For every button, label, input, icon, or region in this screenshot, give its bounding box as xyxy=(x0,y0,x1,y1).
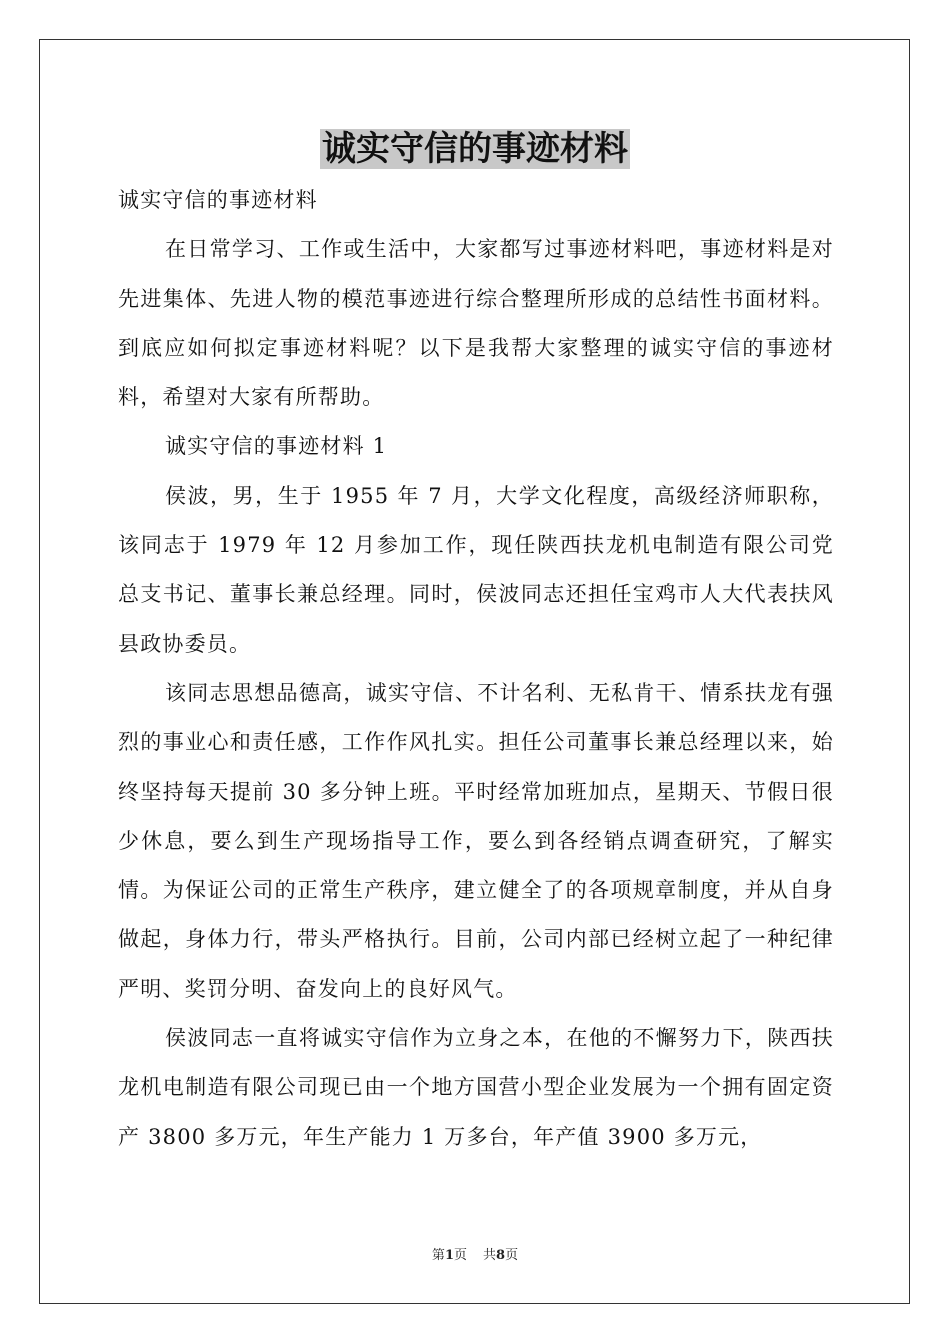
page-suffix: 页 xyxy=(453,1248,467,1263)
total-prefix: 共 xyxy=(483,1248,497,1263)
paragraph-achievement: 侯波同志一直将诚实守信作为立身之本，在他的不懈努力下，陕西扶龙机电制造有限公司现已由一个地方国营小型企业发展为一个拥有固定资产 3800 多万元，年生产能力 1 万多台，年产值 3900 多万元， xyxy=(118,1026,834,1149)
total-suffix: 页 xyxy=(505,1248,519,1263)
paragraph-subtitle: 诚实守信的事迹材料 xyxy=(118,188,318,212)
section-heading: 诚实守信的事迹材料 1 xyxy=(165,434,388,459)
paragraph-biography: 侯波，男，生于 1955 年 7 月，大学文化程度，高级经济师职称，该同志于 1979 年 12 月参加工作，现任陕西扶龙机电制造有限公司党总支书记、董事长兼总经理。同时，侯波同志还担任宝鸡市人大代表扶风县政协委员。 xyxy=(118,483,834,656)
page-number: 1 xyxy=(444,1248,454,1263)
paragraph-intro: 在日常学习、工作或生活中，大家都写过事迹材料吧，事迹材料是对先进集体、先进人物的模范事迹进行综合整理所形成的总结性书面材料。到底应如何拟定事迹材料呢？以下是我帮大家整理的诚实守信的事迹材料，希望对大家有所帮助。 xyxy=(118,237,834,410)
document-title-text: 诚实守信的事迹材料 xyxy=(322,129,628,169)
document-title xyxy=(0,124,950,174)
page-prefix: 第 xyxy=(431,1248,445,1263)
paragraph-character: 该同志思想品德高，诚实守信、不计名利、无私肯干、情系扶龙有强烈的事业心和责任感，工作作风扎实。担任公司董事长兼总经理以来，始终坚持每天提前 30 多分钟上班。平时经常加班加点，星期天、节假日很少休息，要么到生产现场指导工作，要么到各经销点调查研究，了解实情。为保证公司的正常生产秩序，建立健全了的各项规章制度，并从自身做起，身体力行，带头严格执行。目前，公司内部已经树立起了一种纪律严明、奖罚分明、奋发向上的良好风气。 xyxy=(118,680,834,1001)
total-pages: 8 xyxy=(496,1248,506,1263)
document-body xyxy=(118,176,834,1162)
page-footer xyxy=(0,1246,950,1266)
